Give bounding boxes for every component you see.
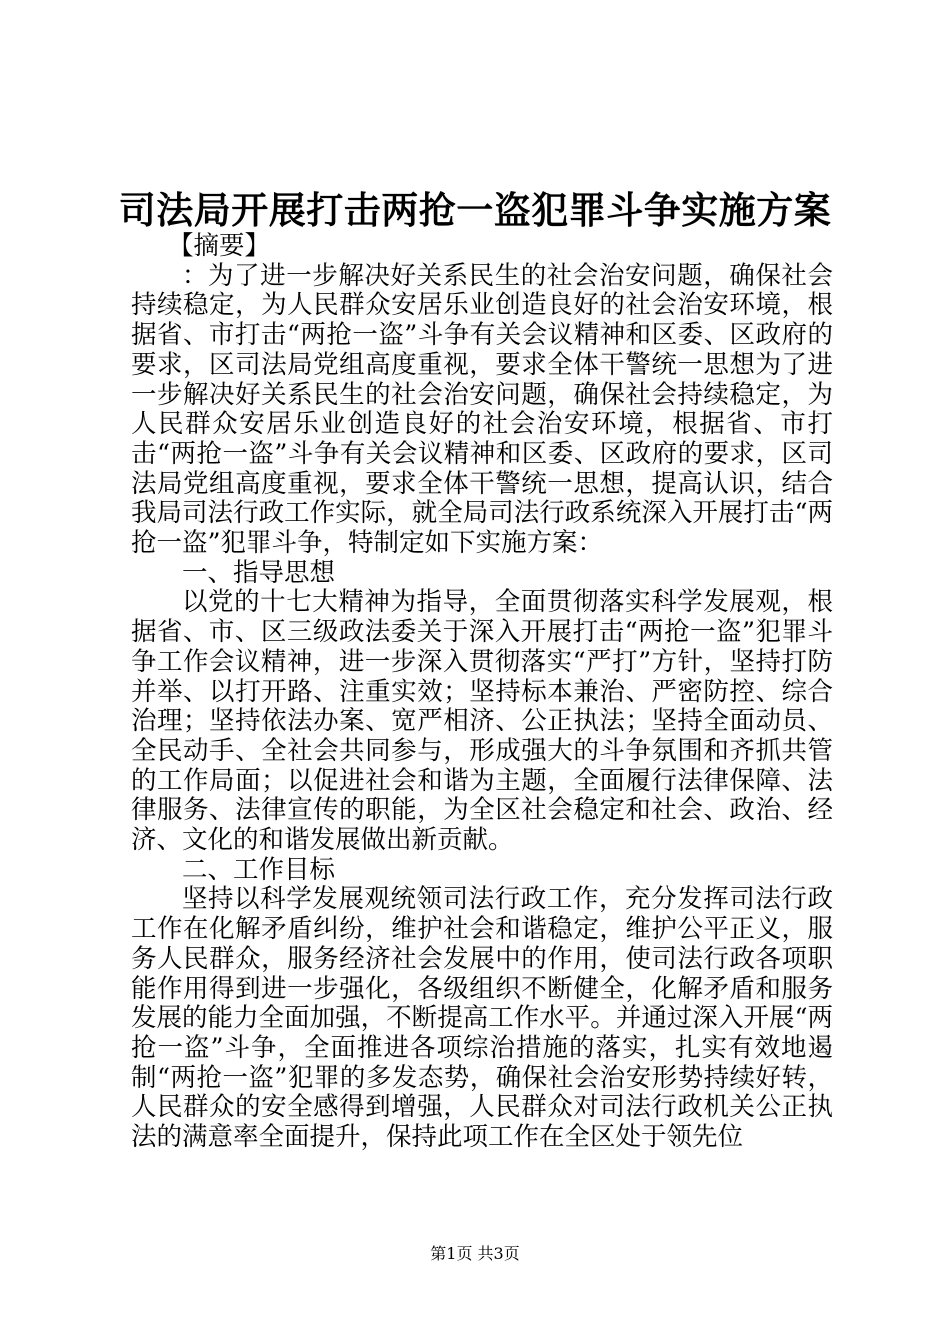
document-body bbox=[131, 232, 833, 1153]
section-heading-work-goals: 二、工作目标 bbox=[182, 854, 336, 885]
document-title: 司法局开展打击两抢一盗犯罪斗争实施方案 bbox=[118, 188, 832, 232]
page-footer: 第1页 共3页 bbox=[430, 1244, 520, 1263]
abstract-label: 【摘要】 bbox=[167, 231, 270, 261]
paragraph-work-goals: 坚持以科学发展观统领司法行政工作，充分发挥司法行政工作在化解矛盾纠纷，维护社会和谐稳定，维护公平正义，服务人民群众，服务经济社会发展中的作用，使司法行政各项职能作用得到进一步强化，各级组织不断健全，化解矛盾和服务发展的能力全面加强，不断提高工作水平。并通过深入开展“两抢一盗”斗争，全面推进各项综治措施的落实，扎实有效地遏制“两抢一盗”犯罪的多发态势，确保社会治安形势持续好转，人民群众的安全感得到增强，人民群众对司法行政机关公正执法的满意率全面提升，保持此项工作在全区处于领先位 bbox=[131, 884, 833, 1153]
abstract-paragraph: ：为了进一步解决好关系民生的社会治安问题，确保社会持续稳定，为人民群众安居乐业创造良好的社会治安环境，根据省、市打击“两抢一盗”斗争有关会议精神和区委、区政府的要求，区司法局党组高度重视，要求全体干警统一思想为了进一步解决好关系民生的社会治安问题，确保社会持续稳定，为人民群众安居乐业创造良好的社会治安环境，根据省、市打击“两抢一盗”斗争有关会议精神和区委、区政府的要求，区司法局党组高度重视，要求全体干警统一思想，提高认识，结合我局司法行政工作实际，就全局司法行政系统深入开展打击“两抢一盗”犯罪斗争，特制定如下实施方案： bbox=[131, 260, 833, 559]
section-heading-guiding-ideology: 一、指导思想 bbox=[182, 557, 336, 588]
paragraph-guiding-ideology: 以党的十七大精神为指导，全面贯彻落实科学发展观，根据省、市、区三级政法委关于深入开展打击“两抢一盗”犯罪斗争工作会议精神，进一步深入贯彻落实“严打”方针，坚持打防并举、以打开路、注重实效；坚持标本兼治、严密防控、综合治理；坚持依法办案、宽严相济、公正执法；坚持全面动员、全民动手、全社会共同参与，形成强大的斗争氛围和齐抓共管的工作局面；以促进社会和谐为主题，全面履行法律保障、法律服务、法律宣传的职能，为全区社会稳定和社会、政治、经济、文化的和谐发展做出新贡献。 bbox=[131, 587, 833, 856]
